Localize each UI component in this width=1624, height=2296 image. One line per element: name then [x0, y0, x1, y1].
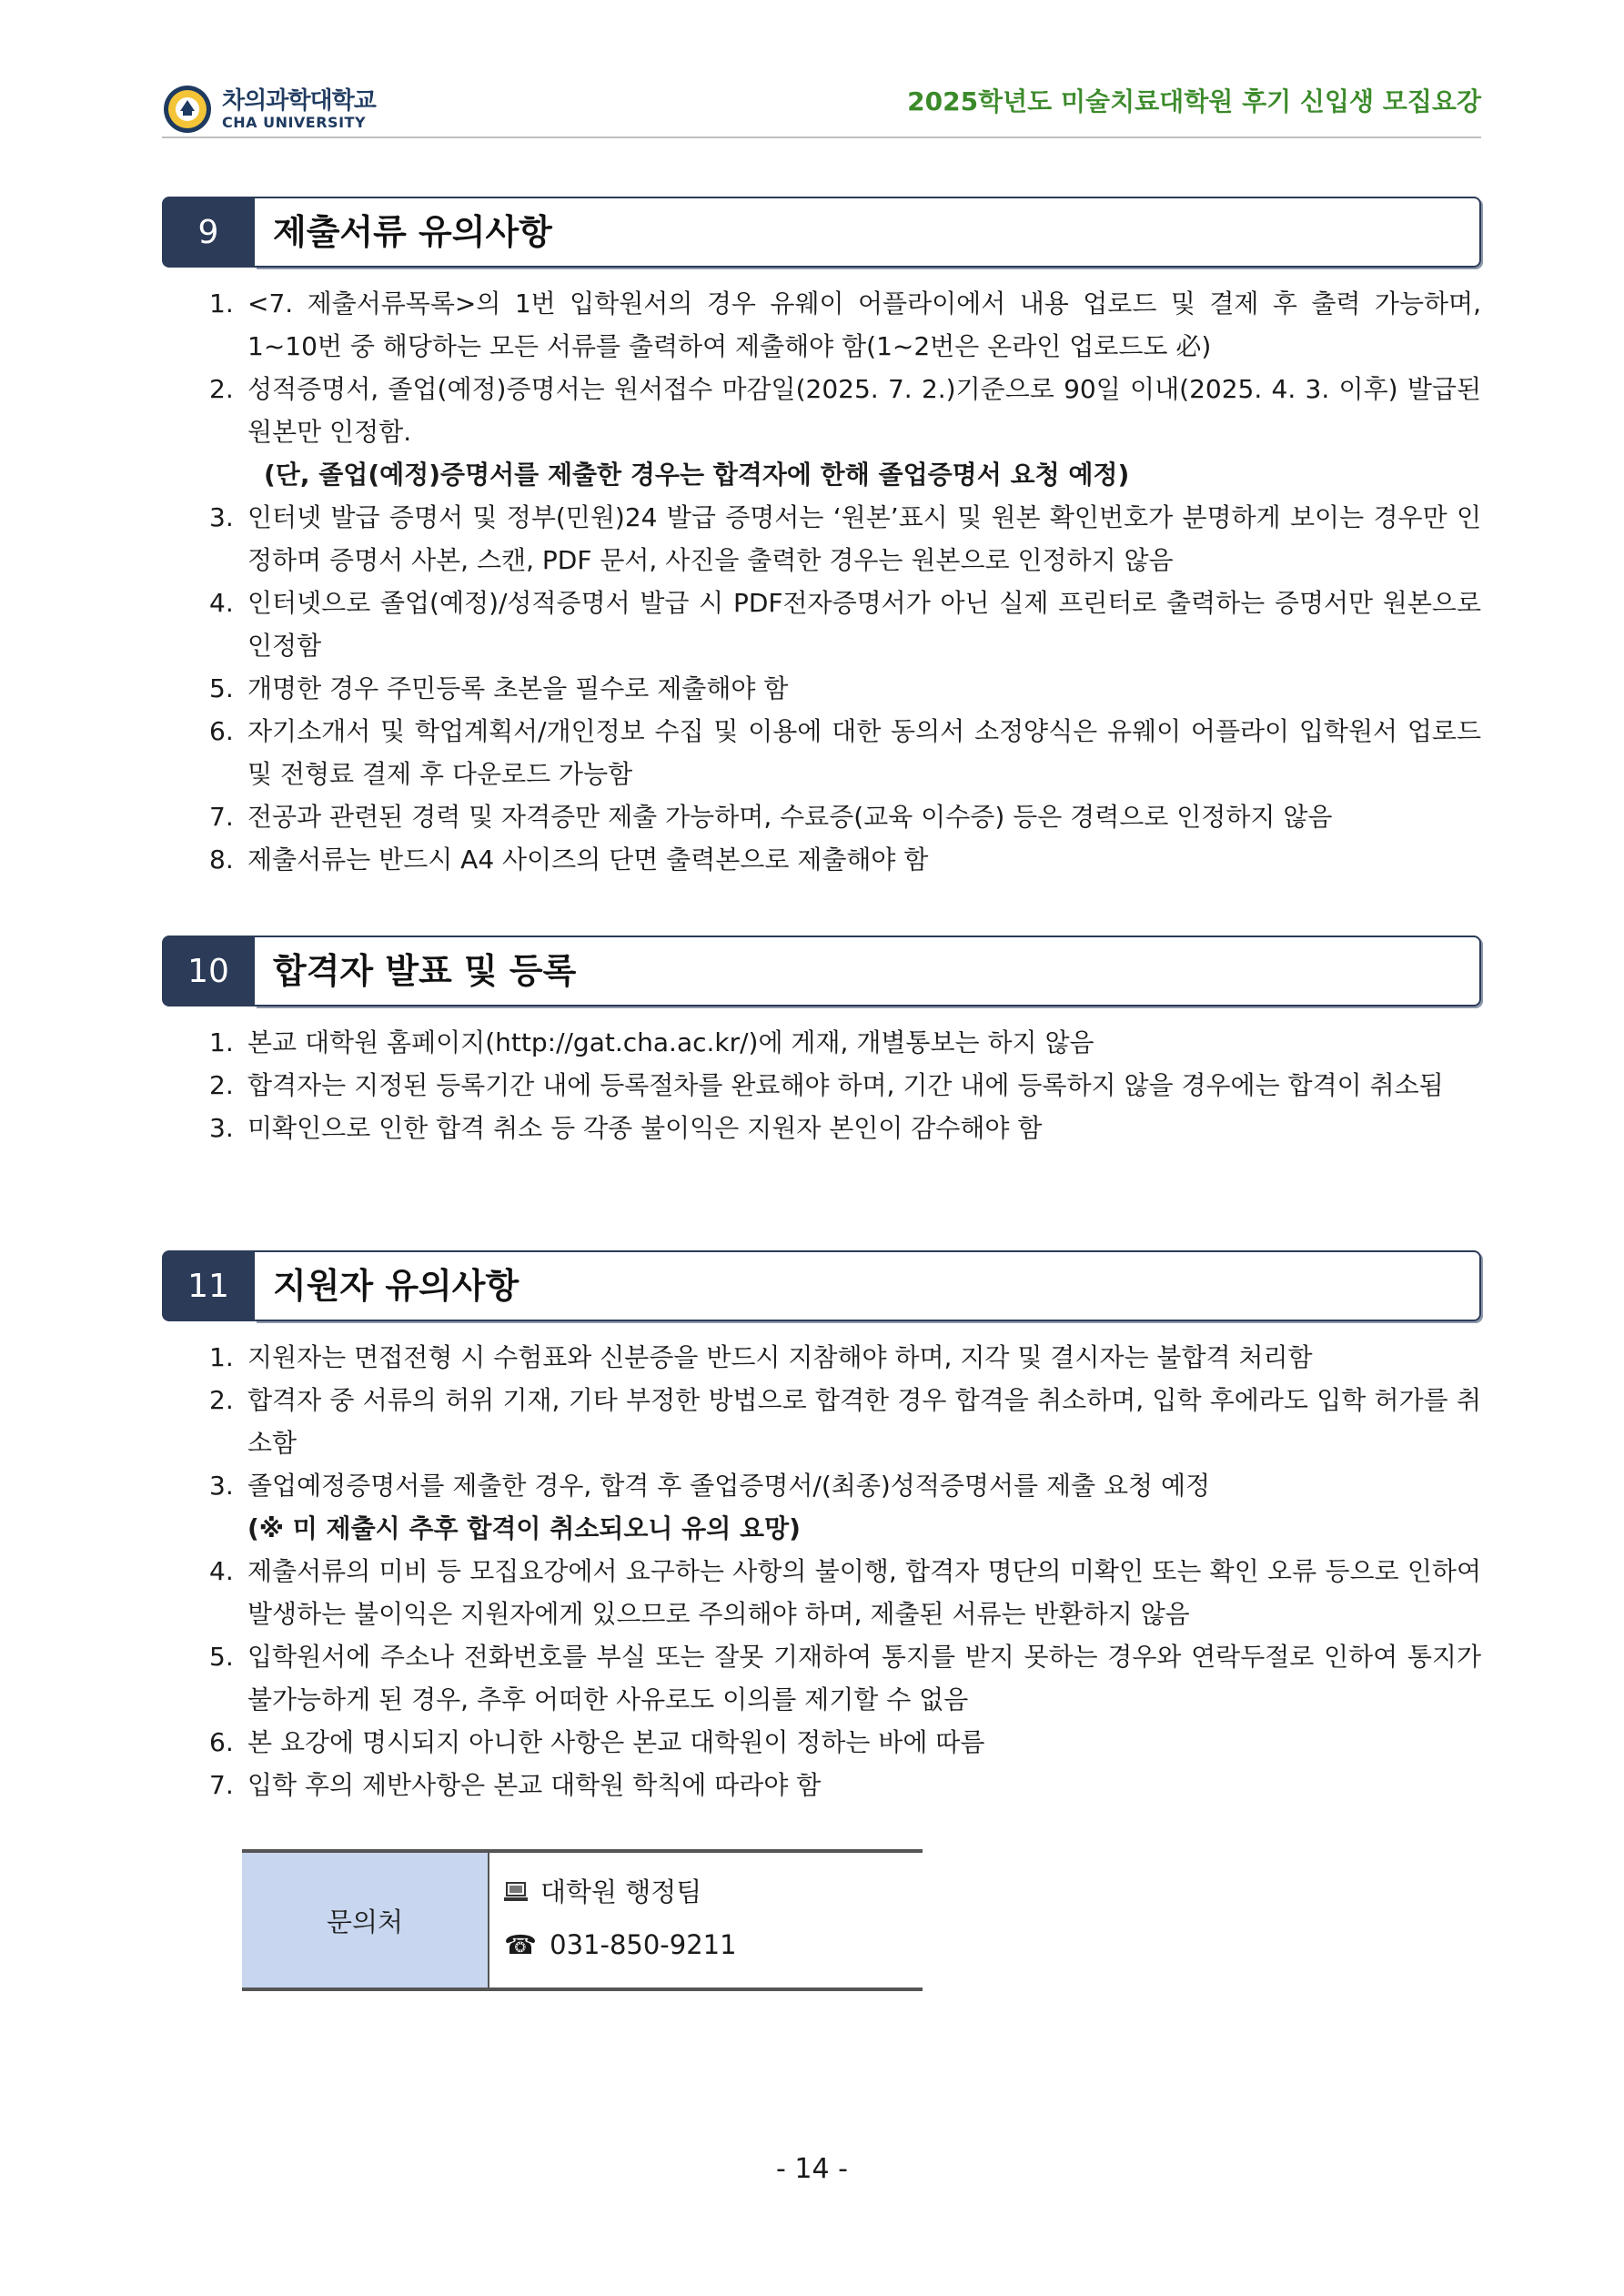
section-title: 제출서류 유의사항	[273, 212, 552, 252]
section-title-bar	[255, 936, 1481, 1006]
university-logo	[162, 84, 376, 135]
section-number: 9	[162, 197, 255, 268]
section-number: 11	[162, 1250, 255, 1321]
page-header	[162, 80, 1481, 138]
computer-icon	[504, 1882, 528, 1902]
logo-korean-name: 차의과학대학교	[222, 87, 376, 115]
list-item: 7. 전공과 관련된 경력 및 자격증만 제출 가능하며, 수료증(교육 이수증) 등은 경력으로 인정하지 않음	[209, 802, 1333, 832]
contact-table	[242, 1849, 923, 1991]
list-item: 6. 자기소개서 및 학업계획서/개인정보 수집 및 이용에 대한 동의서 소정양식은 유웨이 어플라이 입학원서 업로드 및 전형료 결제 후 다운로드 가능함	[209, 716, 1481, 789]
bold-note: (단, 졸업(예정)증명서를 제출한 경우는 합격자에 한해 졸업증명서 요청 예정)	[264, 460, 1130, 490]
document-title: 2025학년도 미술치료대학원 후기 신입생 모집요강	[907, 86, 1481, 116]
list-item: 8. 제출서류는 반드시 A4 사이즈의 단면 출력본으로 제출해야 함	[209, 845, 929, 875]
list-item: 3. 미확인으로 인한 합격 취소 등 각종 불이익은 지원자 본인이 감수해야 함	[209, 1113, 1043, 1143]
list-item: 2. 성적증명서, 졸업(예정)증명서는 원서접수 마감일(2025. 7. 2.)기준으로 90일 이내(2025. 4. 3. 이후) 발급된 원본만 인정함.	[209, 374, 1481, 447]
phone-number: 031-850-9211	[550, 1929, 737, 1960]
phone-icon: ☎	[504, 1929, 538, 1960]
contact-phone	[504, 1918, 923, 1971]
logo-english-name: CHA UNIVERSITY	[222, 114, 367, 131]
contact-label: 문의처	[242, 1853, 489, 1988]
section-title-bar	[255, 1250, 1481, 1321]
list-item: 6. 본 요강에 명시되지 아니한 사항은 본교 대학원이 정하는 바에 따름	[209, 1727, 985, 1757]
section-title: 합격자 발표 및 등록	[273, 951, 577, 991]
section-title: 지원자 유의사항	[273, 1266, 519, 1306]
contact-office	[504, 1866, 923, 1918]
list-item: 1. 지원자는 면접전형 시 수험표와 신분증을 반드시 지참해야 하며, 지각 및 결시자는 불합격 처리함	[209, 1342, 1313, 1372]
section-title-bar	[255, 197, 1481, 268]
list-item: 5. 개명한 경우 주민등록 초본을 필수로 제출해야 함	[209, 673, 789, 703]
section-results-registration	[162, 936, 1481, 1149]
list-item: 3. 졸업예정증명서를 제출한 경우, 합격 후 졸업증명서/(최종)성적증명서를 제출 요청 예정	[209, 1471, 1211, 1501]
list-item: 4. 인터넷으로 졸업(예정)/성적증명서 발급 시 PDF전자증명서가 아닌 실제 프린터로 출력하는 증명서만 원본으로 인정함	[209, 588, 1481, 661]
list-item: 1. 본교 대학원 홈페이지(http://gat.cha.ac.kr/)에 게재, 개별통보는 하지 않음	[209, 1027, 1094, 1057]
list-item: 2. 합격자 중 서류의 허위 기재, 기타 부정한 방법으로 합격한 경우 합격을 취소하며, 입학 후에라도 입학 허가를 취소함	[209, 1385, 1481, 1458]
list-item: 3. 인터넷 발급 증명서 및 정부(민원)24 발급 증명서는 ‘원본’표시 및 원본 확인번호가 분명하게 보이는 경우만 인정하며 증명서 사본, 스캔, PDF 문서, 사진을 출력한 경우는 원본으로 인정하지 않음	[209, 502, 1481, 575]
section-submission-notes	[162, 197, 1481, 881]
section-applicant-notes	[162, 1250, 1481, 1806]
bold-note: (※ 미 제출시 추후 합격이 취소되오니 유의 요망)	[247, 1513, 801, 1543]
list-item: 5. 입학원서에 주소나 전화번호를 부실 또는 잘못 기재하여 통지를 받지 못하는 경우와 연락두절로 인하여 통지가 불가능하게 된 경우, 추후 어떠한 사유로도 이의를 제기할 수 없음	[209, 1642, 1481, 1714]
page-number: - 14 -	[776, 2153, 848, 2185]
list-item: 1. <7. 제출서류목록>의 1번 입학원서의 경우 유웨이 어플라이에서 내용 업로드 및 결제 후 출력 가능하며, 1~10번 중 해당하는 모든 서류를 출력하여 제출해야 함(1~2번은 온라인 업로드도 必)	[209, 288, 1481, 361]
list-item: 4. 제출서류의 미비 등 모집요강에서 요구하는 사항의 불이행, 합격자 명단의 미확인 또는 확인 오류 등으로 인하여 발생하는 불이익은 지원자에게 있으므로 주의해야 하며, 제출된 서류는 반환하지 않음	[209, 1556, 1481, 1629]
section-header	[162, 1250, 1481, 1321]
section-number: 10	[162, 936, 255, 1006]
university-seal-icon	[162, 84, 213, 135]
office-name: 대학원 행정팀	[540, 1876, 702, 1907]
section-header	[162, 936, 1481, 1006]
section-header	[162, 197, 1481, 268]
list-item: 7. 입학 후의 제반사항은 본교 대학원 학칙에 따라야 함	[209, 1770, 822, 1800]
list-item: 2. 합격자는 지정된 등록기간 내에 등록절차를 완료해야 하며, 기간 내에 등록하지 않을 경우에는 합격이 취소됨	[209, 1070, 1444, 1100]
